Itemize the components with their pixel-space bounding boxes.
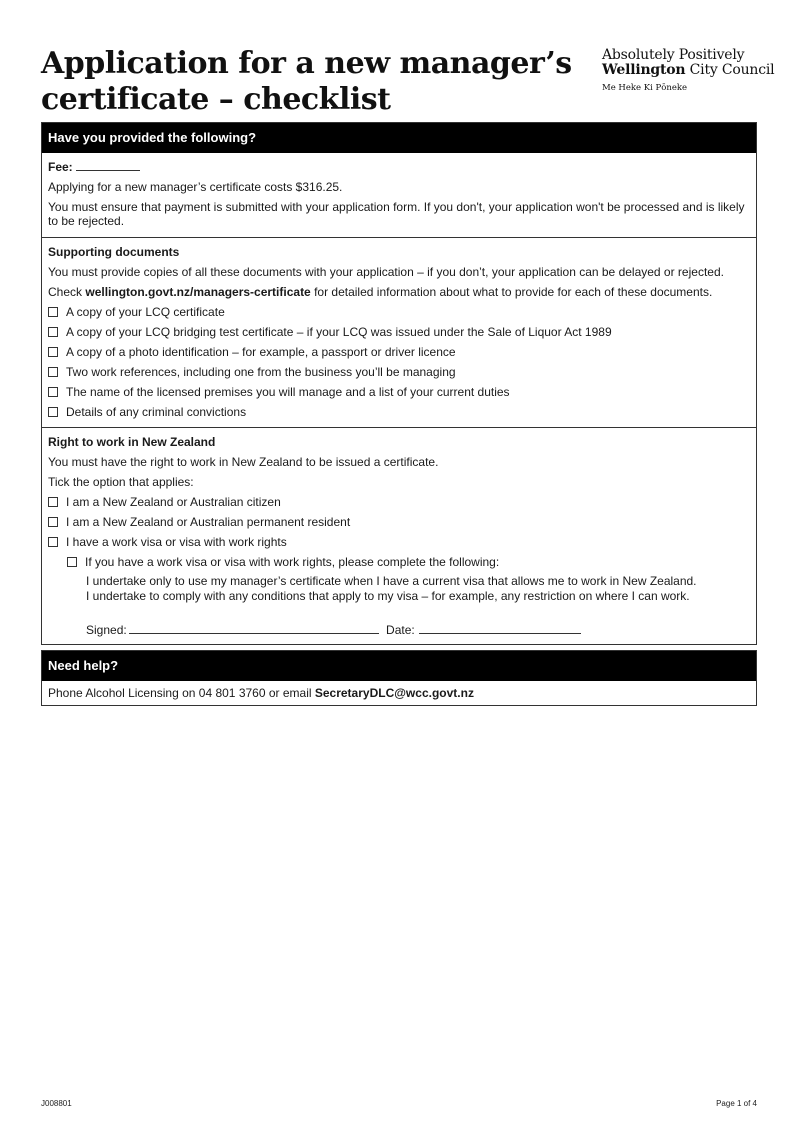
logo-line-1: Absolutely Positively (602, 47, 745, 63)
fee-row (48, 157, 750, 177)
logo-line-2-rest: City Council (685, 62, 775, 78)
fee-label: Fee: (48, 160, 73, 174)
logo-line-2 (602, 63, 774, 78)
title-line-2: certificate – checklist (41, 82, 391, 117)
document-code: J008801 (41, 1099, 72, 1108)
checklist-item-label: A copy of a photo identification – for example, a passport or driver licence (66, 345, 456, 359)
checklist-box (41, 122, 757, 645)
checklist-item (48, 322, 750, 342)
right-to-work-section (42, 427, 756, 644)
title-line-1: Application for a new manager’s (41, 46, 572, 81)
work-option (48, 492, 750, 512)
checklist-item (48, 302, 750, 322)
checklist-item-label: Two work references, including one from the business you’ll be managing (66, 365, 456, 379)
help-email-link[interactable]: SecretaryDLC@wcc.govt.nz (314, 686, 474, 700)
fee-input-line[interactable] (76, 158, 140, 171)
checkbox[interactable] (48, 347, 58, 357)
help-box (41, 650, 757, 706)
checkbox[interactable] (48, 407, 58, 417)
checklist-item-label: Details of any criminal convictions (66, 405, 247, 419)
logo-line-2-bold: Wellington (602, 62, 686, 78)
checklist-heading: Have you provided the following? (42, 123, 756, 153)
council-logo (602, 48, 774, 93)
checkbox[interactable] (48, 367, 58, 377)
signature-field[interactable] (129, 622, 379, 634)
help-phone-text: Phone Alcohol Licensing on 04 801 3760 or email (48, 686, 315, 700)
checkbox[interactable] (48, 537, 58, 547)
checkbox[interactable] (48, 517, 58, 527)
work-option-label: I am a New Zealand or Australian permanent resident (66, 515, 351, 529)
right-to-work-heading: Right to work in New Zealand (48, 435, 216, 449)
right-to-work-intro: You must have the right to work in New Zealand to be issued a certificate. (48, 455, 439, 469)
date-label: Date: (386, 623, 415, 637)
check-suffix: for detailed information about what to provide for each of these documents. (310, 285, 713, 299)
visa-sub-option (48, 552, 750, 572)
work-option-label: I have a work visa or visa with work rights (66, 535, 287, 549)
work-option (48, 532, 750, 552)
checklist-item-label: The name of the licensed premises you will manage and a list of your current duties (66, 385, 510, 399)
date-field[interactable] (419, 622, 581, 634)
supporting-intro: You must provide copies of all these documents with your application – if you don’t, your application can be delayed or rejected. (48, 265, 724, 279)
checklist-item-label: A copy of your LCQ certificate (66, 305, 225, 319)
page-number: Page 1 of 4 (716, 1099, 757, 1108)
help-text (42, 681, 756, 705)
checklist-item (48, 382, 750, 402)
checklist-item (48, 362, 750, 382)
checklist-item (48, 402, 750, 422)
visa-sub-option-label: If you have a work visa or visa with work rights, please complete the following: (85, 555, 500, 569)
logo-line-3: Me Heke Ki Pōneke (602, 83, 688, 93)
signature-row (48, 622, 750, 637)
fee-warning-text: You must ensure that payment is submitted with your application form. If you don't, your application won't be processed and is likely to be rejected. (48, 200, 745, 228)
signed-label: Signed: (86, 623, 127, 637)
check-prefix: Check (48, 285, 86, 299)
checklist-item-label: A copy of your LCQ bridging test certificate – if your LCQ was issued under the Sale of Liquor Act 1989 (66, 325, 612, 339)
supporting-documents-section (42, 237, 756, 427)
supporting-heading: Supporting documents (48, 245, 180, 259)
undertaking-line-2: I undertake to comply with any conditions that apply to my visa – for example, any restriction on where I can work. (86, 589, 690, 603)
work-option (48, 512, 750, 532)
undertaking-text (48, 574, 750, 604)
website-link[interactable]: wellington.govt.nz/managers-certificate (85, 285, 311, 299)
checkbox[interactable] (48, 307, 58, 317)
checkbox[interactable] (48, 327, 58, 337)
undertaking-line-1: I undertake only to use my manager’s certificate when I have a current visa that allows me to work in New Zealand. (86, 574, 697, 588)
checkbox[interactable] (48, 387, 58, 397)
fee-section (42, 153, 756, 237)
tick-instruction: Tick the option that applies: (48, 475, 194, 489)
checkbox[interactable] (67, 557, 77, 567)
help-heading: Need help? (42, 651, 756, 681)
fee-cost-text: Applying for a new manager’s certificate costs $316.25. (48, 180, 343, 194)
checklist-item (48, 342, 750, 362)
supporting-check-text (48, 282, 750, 302)
checkbox[interactable] (48, 497, 58, 507)
page-title (41, 46, 572, 118)
work-option-label: I am a New Zealand or Australian citizen (66, 495, 281, 509)
